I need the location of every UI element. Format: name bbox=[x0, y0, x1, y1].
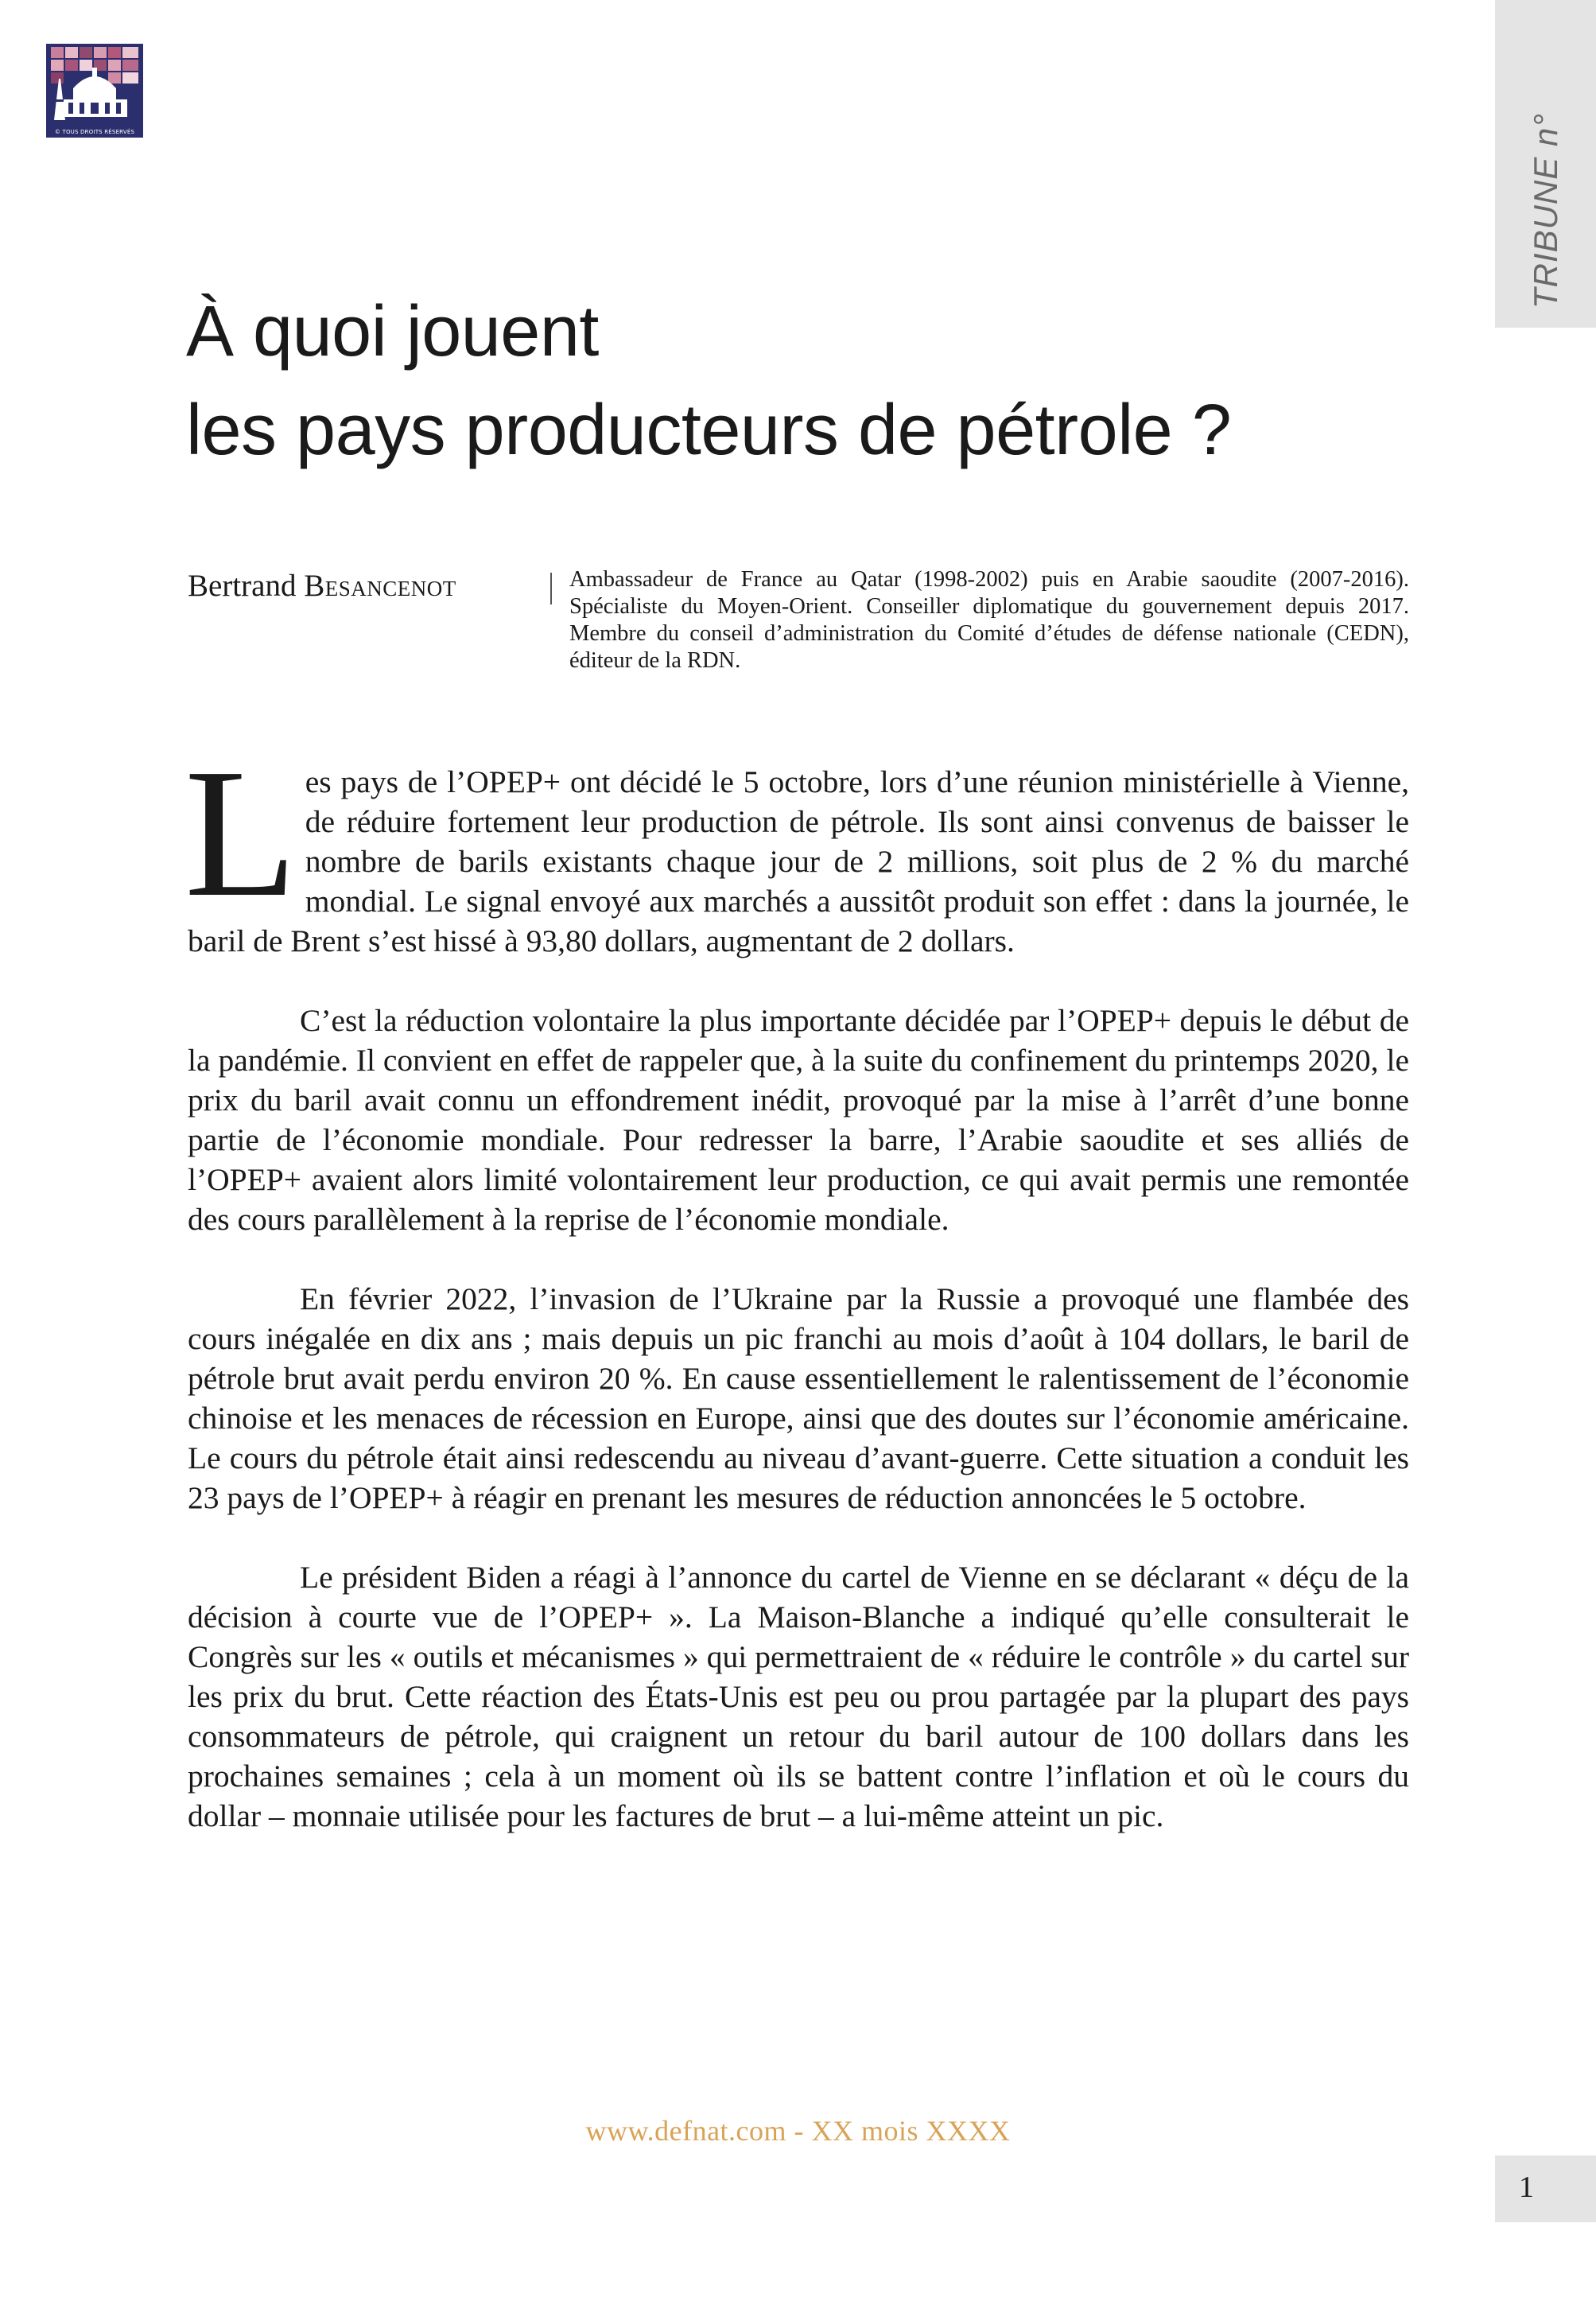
drop-cap: L bbox=[184, 731, 297, 935]
author-bio: Ambassadeur de France au Qatar (1998-2002) puis en Arabie saoudite (2007-2016). Spécialiste du Moyen-Orient. Conseiller diplomatique du gouvernement depuis 2017. Membre du conseil d’administration du Comité d’études de défense nationale (CEDN), éditeur de la RDN. bbox=[569, 567, 1409, 673]
footer-url: www.defnat.com - XX mois XXXX bbox=[585, 2115, 1011, 2147]
author-first-name: Bertrand bbox=[188, 569, 305, 603]
paragraph-3: En février 2022, l’invasion de l’Ukraine par la Russie a provoqué une flambée des cours inégalée en dix ans ; mais depuis un pic franchi au mois d’août à 104 dollars, le baril de pétrole brut avait perdu environ 20 %. En cause essentiellement le ralentissement de l’économie chinoise et les menaces de récession en Europe, ainsi que des doutes sur l’économie américaine. Le cours du pétrole était ainsi redescendu au niveau d’avant-guerre. Cette situation a conduit les 23 pays de l’OPEP+ à réagir en prenant les mesures de réduction annoncées le 5 octobre. bbox=[188, 1281, 1409, 1515]
author-divider bbox=[550, 573, 552, 604]
title-line-2: les pays producteurs de pétrole ? bbox=[186, 391, 1232, 470]
logo-mosaic-icon bbox=[46, 44, 143, 126]
author-name bbox=[188, 566, 456, 606]
side-tab bbox=[1495, 0, 1596, 328]
page-number-box bbox=[1495, 2155, 1596, 2222]
publication-logo bbox=[46, 44, 143, 141]
tribune-label: TRIBUNE n° bbox=[1526, 112, 1564, 309]
author-last-name: Besancenot bbox=[304, 569, 456, 603]
article-title bbox=[186, 282, 1458, 480]
paragraph-1-text: es pays de l’OPEP+ ont décidé le 5 octobre, lors d’une réunion ministérielle à Vienne, de réduire fortement leur production de pétrole. Ils sont ainsi convenus de baisser le nombre de barils existants chaque jour de 2 millions, soit plus de 2 % du marché mondial. Le signal envoyé aux marchés a aussitôt produit son effet : dans la journée, le baril de Brent s’est hissé à 93,80 dollars, augmentant de 2 dollars. bbox=[188, 764, 1409, 958]
paragraph-4: Le président Biden a réagi à l’annonce du cartel de Vienne en se déclarant « déçu de la décision à courte vue de l’OPEP+ ». La Maison-Blanche a indiqué qu’elle consulterait le Congrès sur les « outils et mécanismes » qui permettraient de « réduire le contrôle » du cartel sur les prix du brut. Cette réaction des États-Unis est peu ou prou partagée par la plupart des pays consommateurs de pétrole, qui craignent un retour du baril autour de 100 dollars dans les prochaines semaines ; cela à un moment où ils se battent contre l’inflation et où le cours du dollar – monnaie utilisée pour les factures de brut – a lui-même atteint un pic. bbox=[188, 1560, 1409, 1833]
page-number: 1 bbox=[1519, 2171, 1534, 2204]
paragraph-1 bbox=[184, 731, 1409, 961]
title-line-1: À quoi jouent bbox=[186, 292, 599, 371]
logo-copyright: © TOUS DROITS RÉSERVÉS bbox=[46, 126, 143, 138]
article-body bbox=[184, 731, 1409, 1875]
paragraph-2: C’est la réduction volontaire la plus importante décidée par l’OPEP+ depuis le début de la pandémie. Il convient en effet de rappeler que, à la suite du confinement du printemps 2020, le prix du baril avait connu un effondrement inédit, provoqué par la mise à l’arrêt d’une bonne partie de l’économie mondiale. Pour redresser la barre, l’Arabie saoudite et ses alliés de l’OPEP+ avaient alors limité volontairement leur production, ce qui avait permis une remontée des cours parallèlement à la reprise de l’économie mondiale. bbox=[188, 1003, 1409, 1237]
